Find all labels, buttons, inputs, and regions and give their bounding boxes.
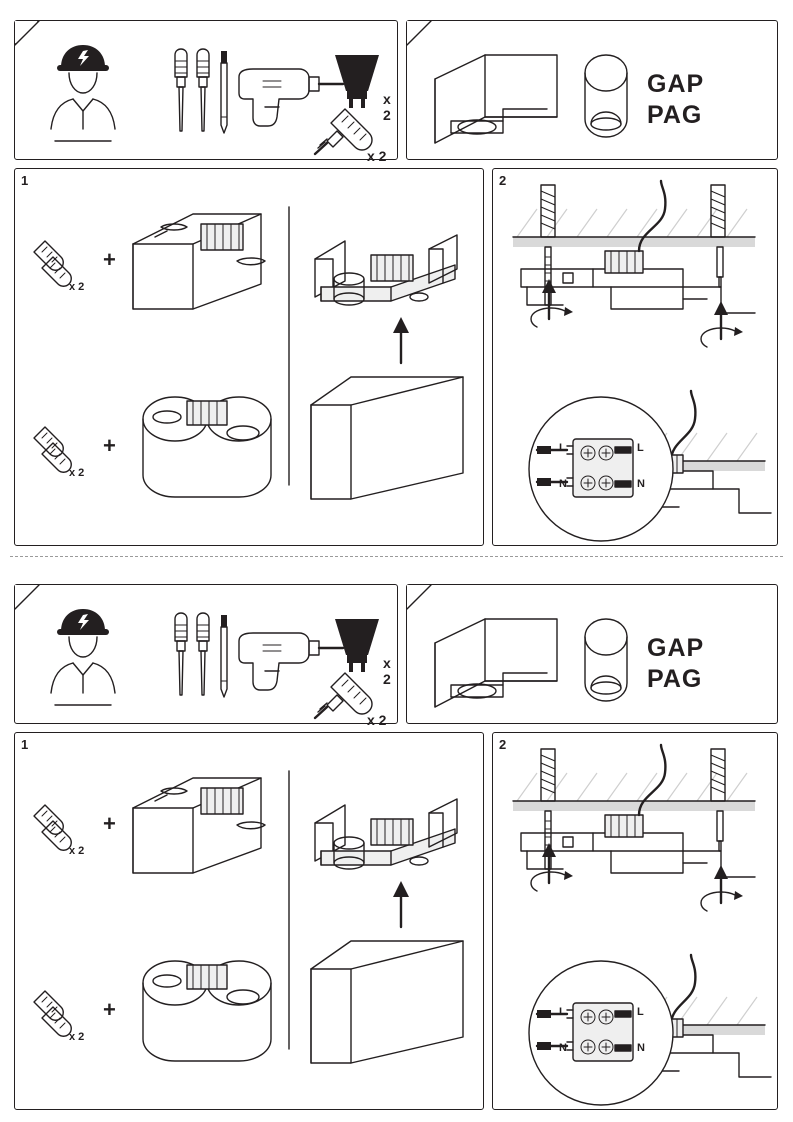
lamp-quantity-label: x 2 xyxy=(383,91,391,123)
pencil-icon xyxy=(221,51,227,133)
electrician-worker-icon xyxy=(51,45,115,141)
model-label-gap: GAP xyxy=(647,634,705,662)
screw-pair-icon-bottom xyxy=(34,427,71,472)
plug-quantity-label: x 2 xyxy=(367,712,387,728)
ceiling-surface-top xyxy=(513,209,755,247)
screw-pair-icon-top xyxy=(34,805,71,850)
step-2-panel xyxy=(492,732,778,1110)
power-drill-icon xyxy=(239,69,343,126)
square-shade xyxy=(311,377,463,499)
wall-plug-right xyxy=(711,749,725,801)
step-2-number: 2 xyxy=(499,173,507,188)
rotation-arrow-left xyxy=(531,843,573,891)
tools-and-parts-panel xyxy=(14,20,398,164)
screw-pair-icon-bottom xyxy=(34,991,71,1036)
oval-wall-light-icon xyxy=(585,55,627,137)
power-drill-icon xyxy=(239,633,343,690)
rotation-arrow-left xyxy=(531,279,573,327)
svg-text:L: L xyxy=(559,442,566,454)
screw-quantity-bottom: x 2 xyxy=(69,467,85,479)
screw-quantity-top: x 2 xyxy=(69,845,85,857)
oval-fitting-with-bracket xyxy=(143,961,271,1061)
square-wall-light-icon xyxy=(435,619,557,707)
svg-text:N: N xyxy=(559,478,567,490)
model-labels xyxy=(647,69,704,132)
step-1-number: 1 xyxy=(21,173,29,188)
model-label-pag: PAG xyxy=(647,665,703,694)
screwdriver-flat-icon xyxy=(197,613,209,695)
step-2-number: 2 xyxy=(499,737,507,752)
assembly-arrow-up-icon xyxy=(393,317,409,363)
product-models-panel xyxy=(406,584,778,724)
model-label-pag: PAG xyxy=(647,101,703,130)
plus-sign-top: + xyxy=(103,247,116,272)
step-1-panel xyxy=(14,732,484,1110)
gu10-lamp-icon xyxy=(335,619,379,672)
plug-quantity-label: x 2 xyxy=(367,148,387,164)
wall-plug-and-screw-icon xyxy=(315,109,372,154)
electrician-worker-icon xyxy=(51,609,115,705)
square-shade xyxy=(311,941,463,1063)
square-fitting-with-bracket xyxy=(133,778,265,873)
svg-text:N: N xyxy=(637,1042,645,1054)
assembly-arrow-up-icon xyxy=(393,881,409,927)
terminal-block-detail xyxy=(529,961,673,1105)
mounting-bracket-exploded xyxy=(315,235,457,305)
plus-sign-top: + xyxy=(103,811,116,836)
model-labels xyxy=(647,633,704,696)
step-2-panel xyxy=(492,168,778,546)
cut-line-divider xyxy=(10,556,783,557)
screw-quantity-top: x 2 xyxy=(69,281,85,293)
svg-text:L: L xyxy=(637,1006,644,1018)
plus-sign-bottom: + xyxy=(103,433,116,458)
instruction-half-top xyxy=(0,8,793,556)
model-label-gap: GAP xyxy=(647,70,705,98)
plus-sign-bottom: + xyxy=(103,997,116,1022)
step-1-number: 1 xyxy=(21,737,29,752)
screwdriver-flat-icon xyxy=(197,49,209,131)
step-1-panel xyxy=(14,168,484,546)
wall-plug-right xyxy=(711,185,725,237)
tools-and-parts-panel xyxy=(14,584,398,728)
pencil-icon xyxy=(221,615,227,697)
terminal-block-detail xyxy=(529,397,673,541)
oval-fitting-with-bracket xyxy=(137,397,271,547)
mounting-bracket-exploded xyxy=(315,799,457,869)
svg-text:L: L xyxy=(559,1006,566,1018)
screwdriver-phillips-icon xyxy=(175,613,187,695)
screw-quantity-bottom: x 2 xyxy=(69,1031,85,1043)
screw-right-into-ceiling xyxy=(717,247,723,287)
oval-wall-light-icon xyxy=(585,619,627,701)
screwdriver-phillips-icon xyxy=(175,49,187,131)
square-wall-light-icon xyxy=(435,55,557,143)
wall-plug-and-screw-icon xyxy=(315,673,372,718)
svg-text:N: N xyxy=(559,1042,567,1054)
square-fitting-with-bracket xyxy=(133,214,265,309)
product-models-panel xyxy=(406,20,778,160)
svg-text:L: L xyxy=(637,442,644,454)
svg-text:N: N xyxy=(637,478,645,490)
screw-pair-icon-top xyxy=(34,241,71,286)
screw-right-into-ceiling xyxy=(717,811,723,851)
rotation-arrow-right xyxy=(701,865,743,911)
gu10-lamp-icon xyxy=(335,55,379,108)
lamp-quantity-label: x 2 xyxy=(383,655,391,687)
rotation-arrow-right xyxy=(701,301,743,347)
instruction-half-bottom xyxy=(0,572,793,1120)
ceiling-surface-top xyxy=(513,773,755,811)
